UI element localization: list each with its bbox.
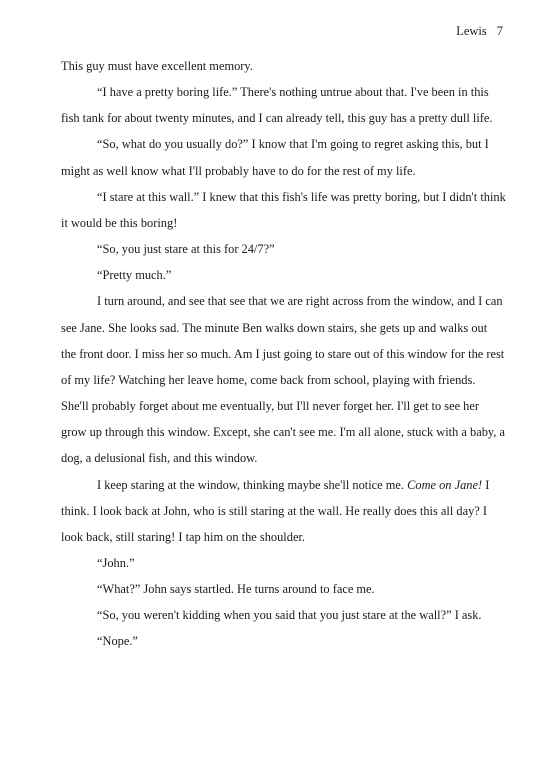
text-line bbox=[61, 472, 501, 498]
line-text: This guy must have excellent memory. bbox=[61, 59, 253, 73]
text-line bbox=[61, 341, 505, 367]
text-line bbox=[61, 524, 501, 550]
page-number: 7 bbox=[496, 24, 503, 38]
text-line bbox=[61, 602, 501, 628]
document-body bbox=[61, 53, 506, 655]
line-text: “What?” John says startled. He turns around to face me. bbox=[97, 582, 375, 597]
text-line bbox=[61, 158, 501, 184]
page-header bbox=[456, 24, 503, 39]
line-text: “I have a pretty boring life.” There's nothing untrue about that. I've been in this bbox=[97, 85, 489, 100]
line-text: I keep staring at the window, thinking maybe she'll notice me. bbox=[97, 477, 404, 492]
line-text: “Pretty much.” bbox=[97, 268, 172, 283]
line-text: “So, you weren't kidding when you said that you just stare at the wall?” I ask. bbox=[97, 608, 482, 623]
text-line bbox=[61, 367, 501, 393]
line-text: dog, a delusional fish, and this window. bbox=[61, 451, 258, 466]
line-text: look back, still staring! I tap him on the shoulder. bbox=[61, 529, 305, 544]
line-text: think. I look back at John, who is still staring at the wall. He really does this all day? I bbox=[61, 503, 488, 518]
text-line bbox=[61, 236, 501, 262]
text-line bbox=[61, 210, 501, 236]
line-text: “So, you just stare at this for 24/7?” bbox=[97, 242, 275, 257]
text-line bbox=[61, 393, 501, 419]
line-text: “I stare at this wall.” I knew that this fish's life was pretty boring, but I didn't think bbox=[97, 189, 506, 204]
text-line bbox=[61, 184, 506, 210]
line-text: fish tank for about twenty minutes, and I can already tell, this guy has a pretty dull life. bbox=[61, 111, 493, 126]
text-line bbox=[61, 288, 501, 314]
line-text: the front door. I miss her so much. Am I just going to stare out of this window for the rest bbox=[61, 346, 505, 361]
line-text: see Jane. She looks sad. The minute Ben walks down stairs, she gets up and walks out bbox=[61, 320, 488, 335]
line-text: it would be this boring! bbox=[61, 215, 178, 230]
line-text: She'll probably forget about me eventually, but I'll never forget her. I'll get to see her bbox=[61, 399, 479, 414]
text-line bbox=[61, 628, 501, 654]
line-text: “John.” bbox=[97, 555, 135, 570]
italic-text: Come on Jane! bbox=[407, 477, 483, 492]
text-line bbox=[61, 445, 501, 471]
text-line bbox=[61, 53, 501, 79]
text-line bbox=[61, 131, 501, 157]
header-author: Lewis bbox=[456, 24, 487, 38]
line-text: I turn around, and see that see that we are right across from the window, and I can bbox=[97, 294, 503, 309]
line-text: of my life? Watching her leave home, come back from school, playing with friends. bbox=[61, 372, 476, 387]
text-line bbox=[61, 498, 501, 524]
text-line bbox=[61, 576, 501, 602]
text-line bbox=[61, 79, 501, 105]
line-text-after: I bbox=[482, 477, 490, 492]
line-text: “Nope.” bbox=[97, 634, 138, 649]
line-text: “So, what do you usually do?” I know that I'm going to regret asking this, but I bbox=[97, 137, 489, 152]
line-text: might as well know what I'll probably have to do for the rest of my life. bbox=[61, 163, 416, 178]
text-line bbox=[61, 262, 501, 288]
text-line bbox=[61, 105, 501, 131]
line-text: grow up through this window. Except, she can't see me. I'm all alone, stuck with a baby, a bbox=[61, 425, 505, 440]
text-line bbox=[61, 419, 505, 445]
text-line bbox=[61, 315, 501, 341]
text-line bbox=[61, 550, 501, 576]
